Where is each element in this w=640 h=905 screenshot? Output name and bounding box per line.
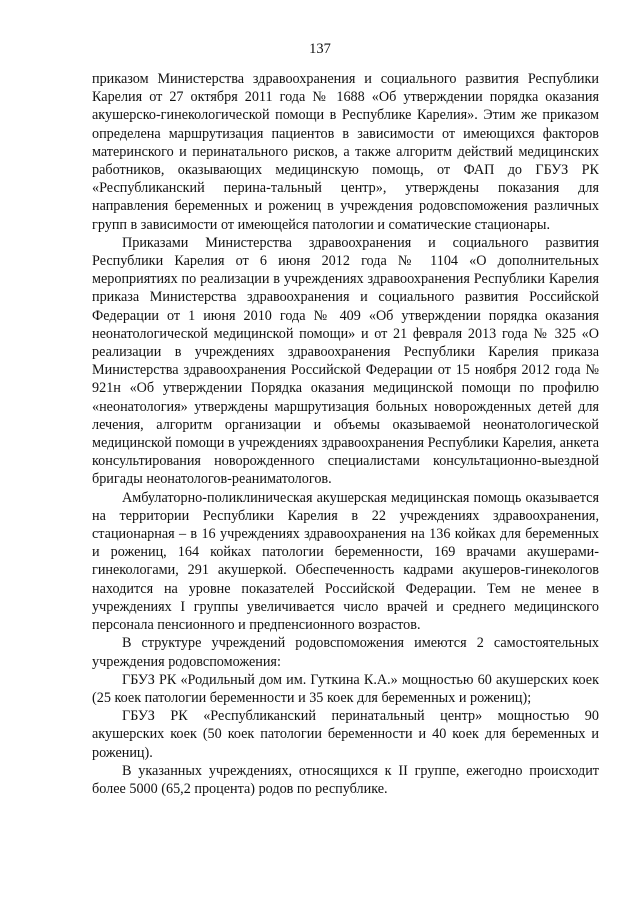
paragraph-7: В указанных учреждениях, относящихся к II группе, ежегодно происходит более 5000 (65,2 процента) родов по республике. xyxy=(92,762,599,797)
paragraph-1: приказом Министерства здравоохранения и социального развития Республики Карелия от 27 октября 2011 года № 1688 «Об утверждении порядка оказания акушерско-гинекологической помощи в Республике Карелия». Этим же приказом определена маршрутизация пациентов в зависимости от имеющихся факторов материнского и перинатального рисков, а также алгоритм действий медицинских работников, оказывающих медицинскую помощь, от ФАП до ГБУЗ РК «Республиканский перина-тальный центр», утверждены показания для направления беременных и рожениц в учреждения родовспоможения различных групп в зависимости от имеющейся патологии и соматические стационары. xyxy=(92,71,599,233)
paragraph-3: Амбулаторно-поликлиническая акушерская медицинская помощь оказывается на территории Республики Карелия в 22 учреждениях здравоохранения, стационарная – в 16 учреждениях здравоохранения на 136 койках для беременных и рожениц, 164 койках патологии беременности, 169 врачами акушерами-гинекологами, 291 акушеркой. Обеспеченность кадрами акушеров-гинекологов находится на уровне показателей Российской Федерации. Тем не менее в учреждениях I группы увеличивается число врачей и среднего медицинского персонала пенсионного и предпенсионного возрастов. xyxy=(92,489,599,634)
paragraph-6: ГБУЗ РК «Республиканский перинатальный центр» мощностью 90 акушерских коек (50 коек патологии беременности и 40 коек для беременных и рожениц). xyxy=(92,708,599,761)
page-number: 137 xyxy=(309,41,331,57)
paragraph-4: В структуре учреждений родовспоможения имеются 2 самостоятельных учреждения родовспоможения: xyxy=(92,635,599,670)
document-body xyxy=(92,70,599,798)
paragraph-2: Приказами Министерства здравоохранения и социального развития Республики Карелия от 6 июня 2012 года № 1104 «О дополнительных мероприятиях по реализации в учреждениях здравоохранения Республики Карелия приказа Министерства здравоохранения и социального развития Российской Федерации от 1 июня 2010 года № 409 «Об утверждении порядка оказания неонатологической медицинской помощи» и от 21 февраля 2013 года № 325 «О реализации в учреждениях здравоохранения Республики Карелия приказа Министерства здравоохранения Российской Федерации от 15 ноября 2012 года № 921н «Об утверждении Порядка оказания медицинской помощи по профилю «неонатология» утверждены маршрутизация больных новорожденных детей для лечения, алгоритм организации и объемы оказываемой неонатологической медицинской помощи в учреждениях здравоохранения Республики Карелия, анкета консультирования новорожденного специалистами консультационно-выездной бригады неонатологов-реаниматологов. xyxy=(92,234,599,488)
paragraph-5: ГБУЗ РК «Родильный дом им. Гуткина К.А.» мощностью 60 акушерских коек (25 коек патологии беременности и 35 коек для беременных и рожениц); xyxy=(92,671,599,706)
